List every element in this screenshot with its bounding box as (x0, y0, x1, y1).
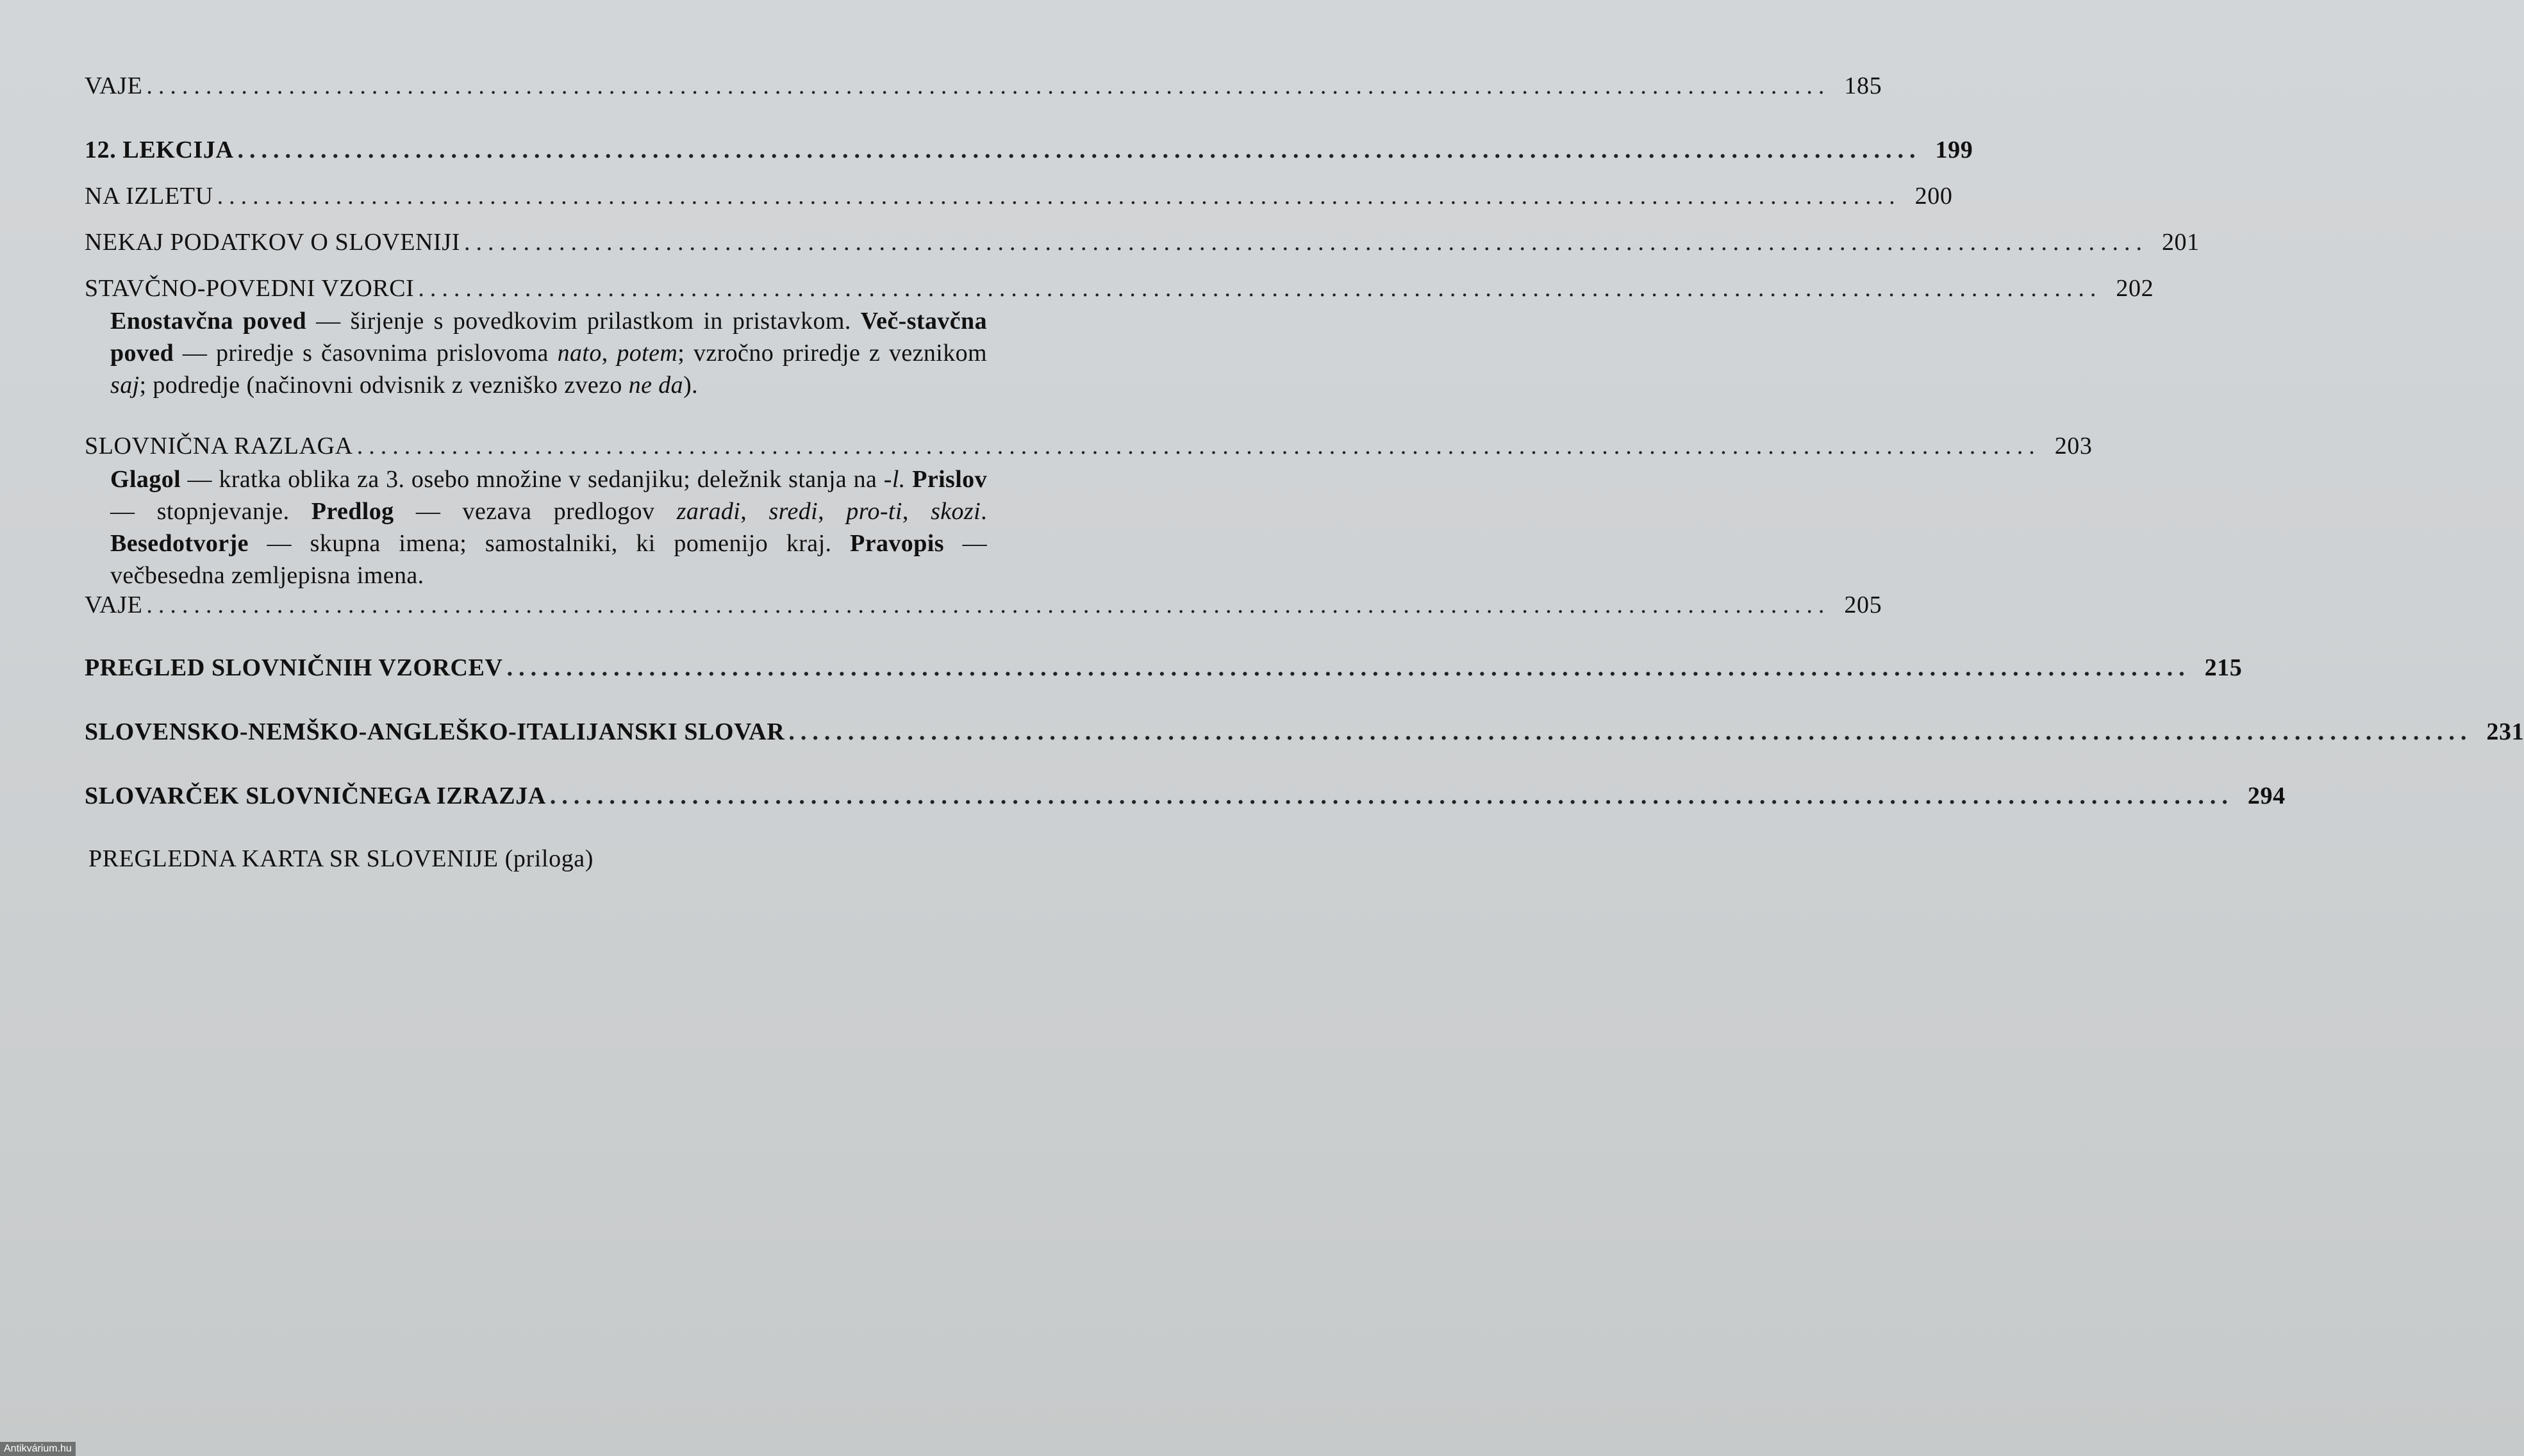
term: Glagol (110, 466, 181, 493)
term: Več-stavčna poved (110, 308, 987, 367)
toc-entry-na-izletu[interactable] (85, 182, 1953, 210)
toc-entry-title: NEKAJ PODATKOV O SLOVENIJI (85, 229, 460, 256)
watermark: Antikvárium.hu (0, 1442, 76, 1456)
dot-leader: .............................................................................................................................................. (506, 654, 2191, 681)
toc-entry-page: 201 (2161, 229, 2200, 256)
toc-entry-description: Enostavčna poved — širjenje s povedkovim prilastkom in pristavkom. Več-stavčna poved — priredje s časovnima prislovoma nato, potem; vzročno priredje z veznikom saj; podredje (načinovni odvisnik z vezniško zvezo ne da). (110, 308, 987, 399)
dot-leader: .............................................................................................................................................. (217, 183, 1901, 210)
dot-leader: .............................................................................................................................................. (356, 433, 2041, 459)
toc-entry-vaje-185[interactable] (85, 72, 1882, 100)
toc-entry-stavcno-povedni-vzorci[interactable] (85, 274, 2154, 302)
term: Besedotvorje (110, 530, 249, 557)
dot-leader: .............................................................................................................................................. (146, 72, 1831, 99)
toc-entry-title: SLOVARČEK SLOVNIČNEGA IZRAZJA (85, 782, 546, 809)
dot-leader: .............................................................................................................................................. (418, 275, 2102, 302)
toc-entry-slovnicna-razlaga[interactable] (85, 432, 2093, 460)
toc-entry-pregledna-karta[interactable]: PREGLEDNA KARTA SR SLOVENIJE (priloga) (88, 845, 594, 872)
dot-leader: .............................................................................................................................................. (549, 782, 2234, 809)
toc-entry-page: 294 (2247, 782, 2286, 809)
toc-entry-title: PREGLED SLOVNIČNIH VZORCEV (85, 654, 503, 681)
toc-entry-page: 199 (1935, 136, 1973, 163)
toc-entry-title: SLOVENSKO-NEMŠKO-ANGLEŠKO-ITALIJANSKI SLOVAR (85, 718, 785, 745)
toc-entry-page: 231 (2486, 718, 2524, 745)
toc-entry-title: 12. LEKCIJA (85, 136, 234, 163)
toc-entry-title: VAJE (85, 72, 143, 99)
dot-leader: .............................................................................................................................................. (788, 718, 2473, 745)
dot-leader: .............................................................................................................................................. (463, 229, 2148, 256)
toc-entry-pregled-slovnicnih-vzorcev[interactable] (85, 654, 2243, 682)
term: Prislov (912, 466, 987, 493)
term: Enostavčna poved (110, 308, 307, 335)
toc-entry-slovar[interactable] (85, 718, 2524, 746)
toc-entry-vaje-205[interactable] (85, 591, 1882, 619)
term: Pravopis (850, 530, 944, 557)
toc-entry-page: 200 (1914, 183, 1953, 210)
toc-entry-page: 185 (1844, 72, 1882, 99)
toc-entry-title: STAVČNO-POVEDNI VZORCI (85, 275, 415, 302)
toc-entry-slovarcek[interactable] (85, 782, 2286, 810)
term: Predlog (311, 498, 394, 525)
toc-entry-page: 205 (1844, 592, 1882, 618)
toc-entry-title: SLOVNIČNA RAZLAGA (85, 433, 353, 459)
toc-entry-description: Glagol — kratka oblika za 3. osebo množine v sedanjiku; deležnik stanja na -l. Prislov — stopnjevanje. Predlog — vezava predlogov zaradi, sredi, pro-ti, skozi. Besedotvorje — skupna imena; samostalniki, ki pomenijo kraj. Pravopis — večbesedna zemljepisna imena. (110, 466, 987, 589)
toc-entry-nekaj-podatkov[interactable] (85, 228, 2200, 256)
toc-entry-title: NA IZLETU (85, 183, 213, 210)
toc-entry-page: 215 (2204, 654, 2243, 681)
dot-leader: .............................................................................................................................................. (146, 592, 1831, 618)
toc-entry-page: 202 (2116, 275, 2154, 302)
toc-entry-page: 203 (2054, 433, 2093, 459)
toc-entry-title: VAJE (85, 592, 143, 618)
dot-leader: .............................................................................................................................................. (237, 136, 1922, 163)
toc-entry-12-lekcija[interactable] (85, 136, 1973, 164)
